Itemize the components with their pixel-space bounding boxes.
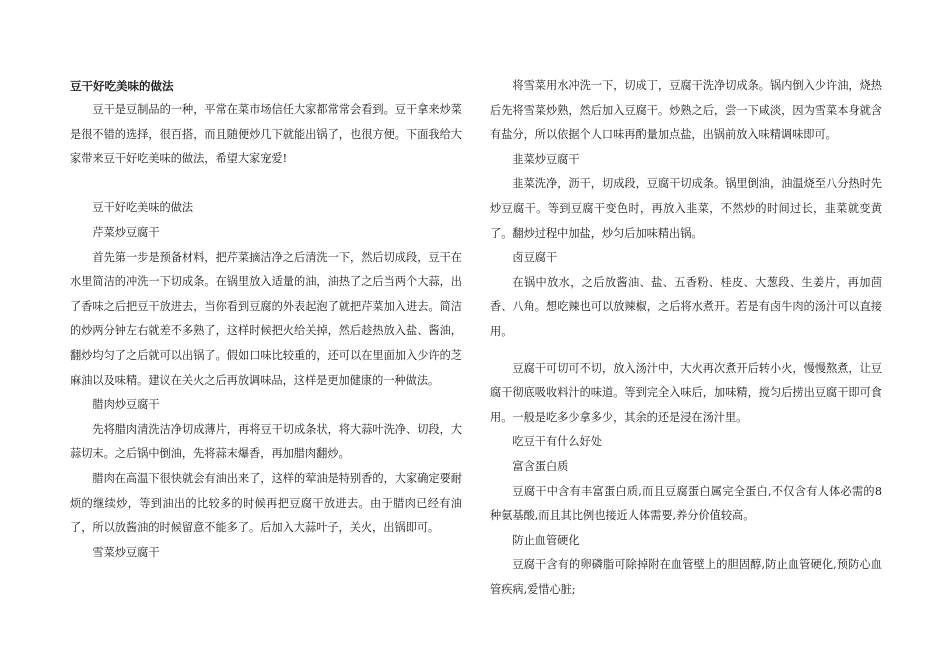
paragraph-arteriosclerosis: 豆腐干含有的卵磷脂可除掉附在血管壁上的胆固醇,防止血管硬化,预防心血管疾病,爱惜心脏; bbox=[490, 558, 882, 596]
left-column bbox=[70, 74, 462, 565]
paragraph-protein: 豆腐干中含有丰富蛋白质,而且豆腐蛋白属完全蛋白,不仅含有人体必需的8种氨基酸,而且其比例也接近人体需要,养分价值较高。 bbox=[490, 484, 882, 523]
heading-arteriosclerosis: 防止血管硬化 bbox=[512, 533, 580, 547]
paragraph-celery-tofu: 首先第一步是预备材料，把芹菜摘洁净之后清洗一下，然后切成段，豆干在水里简洁的冲洗一下切成条。在锅里放入适量的油，油热了之后当两个大蒜，出了香味之后把豆干放进去，当你看到豆腐的外表起泡了就把芹菜加入进去。简洁的炒两分钟左右就差不多熟了，这样时候把火给关掉，然后趁热放入盐、酱油，翻炒均匀了之后就可以出锅了。假如口味比较重的，还可以在里面加入少许的芝麻油以及味精。建议在关火之后再放调味品，这样是更加健康的一种做法。 bbox=[70, 250, 462, 387]
paragraph-braised-tofu-2: 豆腐干可切可不切，放入汤汁中，大火再次煮开后转小火，慢慢熬煮，让豆腐干彻底吸收料汁的味道。等到完全入味后，加味精，搅匀后捞出豆腐干即可食用。一般是吃多少拿多少，其余的还是浸在汤汁里。 bbox=[490, 361, 882, 424]
right-column bbox=[490, 74, 882, 602]
paragraph-bacon-tofu-2: 腊肉在高温下很快就会有油出来了，这样的荤油是特别香的，大家确定要耐烦的继续炒，等到油出的比较多的时候再把豆腐干放进去。由于腊肉已经有油了，所以放酱油的时候留意不能多了。后加入大蒜叶子，关火，出锅即可。 bbox=[70, 471, 462, 535]
heading-chive-tofu: 韭菜炒豆腐干 bbox=[512, 152, 580, 166]
article-title: 豆干好吃美味的做法 bbox=[70, 79, 174, 93]
section-subtitle: 豆干好吃美味的做法 bbox=[92, 201, 194, 215]
heading-protein: 富含蛋白质 bbox=[512, 459, 569, 473]
paragraph-bacon-tofu-1: 先将腊肉清洗洁净切成薄片，再将豆干切成条状，将大蒜叶洗净、切段，大蒜切末。之后锅中倒油，先将蒜末爆香，再加腊肉翻炒。 bbox=[70, 422, 462, 461]
paragraph-chive-tofu: 韭菜洗净，沥干，切成段，豆腐干切成条。锅里倒油，油温烧至八分热时先炒豆腐干。等到豆腐干变色时，再放入韭菜，不然炒的时间过长，韭菜就变黄了。翻炒过程中加盐，炒匀后加味精出锅。 bbox=[490, 177, 882, 240]
spacer bbox=[70, 172, 462, 197]
paragraph-pickled-greens-tofu: 将雪菜用水冲洗一下，切成丁，豆腐干洗净切成条。锅内倒入少许油，烧热后先将雪菜炒熟，然后加入豆腐干。炒熟之后，尝一下咸淡，因为雪菜本身就含有盐分，所以依据个人口味再酌量加点盐，出锅前放入味精调味即可。 bbox=[490, 79, 882, 142]
heading-benefits: 吃豆干有什么好处 bbox=[512, 435, 602, 449]
heading-braised-tofu: 卤豆腐干 bbox=[512, 251, 558, 265]
intro-paragraph: 豆干是豆制品的一种，平常在菜市场信任大家都常常会看到。豆干拿来炒菜是很不错的选择，很百搭，而且随便炒几下就能出锅了，也很方便。下面我给大家带来豆干好吃美味的做法，希望大家宠爱! bbox=[70, 103, 462, 166]
heading-pickled-greens-tofu: 雪菜炒豆腐干 bbox=[92, 545, 160, 559]
paragraph-braised-tofu-1: 在锅中放水，之后放酱油、盐、五香粉、桂皮、大葱段、生姜片，再加茴香、八角。想吃辣也可以放辣椒，之后将水煮开。若是有卤牛肉的汤汁可以直接用。 bbox=[490, 275, 882, 338]
spacer bbox=[490, 345, 882, 357]
heading-bacon-tofu: 腊肉炒豆腐干 bbox=[92, 398, 160, 412]
heading-celery-tofu: 芹菜炒豆腐干 bbox=[92, 225, 160, 239]
